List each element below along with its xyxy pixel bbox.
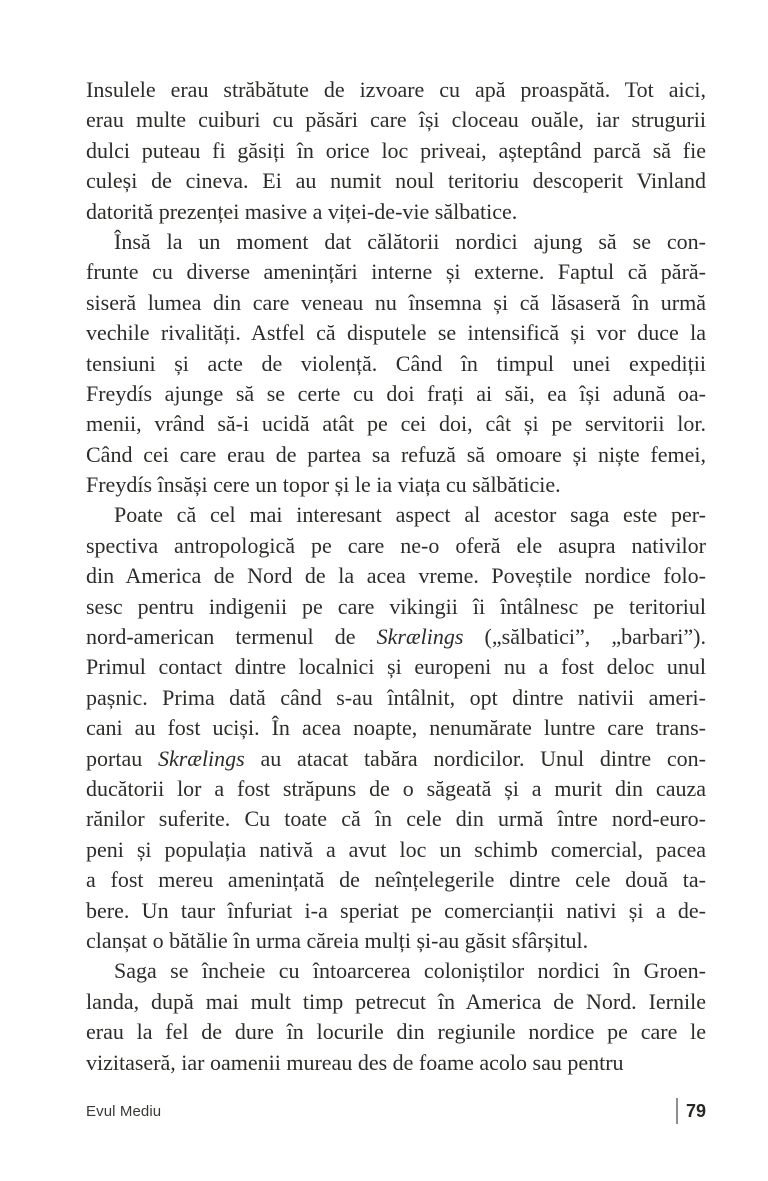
text-line: erau la fel de dure în locurile din regiunile nordice pe care le [86, 1019, 706, 1045]
text-line: frunte cu diverse amenințări interne și externe. Faptul că pără- [86, 259, 706, 285]
text-line: tensiuni și acte de violență. Când în timpul unei expediții [86, 350, 706, 376]
text-line: erau multe cuiburi cu păsări care își cloceau ouăle, iar strugurii [86, 107, 706, 133]
text-line: peni și populația nativă a avut loc un schimb comercial, pacea [86, 836, 706, 862]
text-line: sesc pentru indigenii pe care vikingii îi întâlnesc pe teritoriul [86, 593, 706, 619]
text-line: a fost mereu amenințată de neînțelegerile dintre cele două ta- [86, 867, 706, 893]
text-line: vizitaseră, iar oamenii mureau des de foame acolo sau pentru [86, 1049, 624, 1075]
running-footer-section-label: Evul Mediu [86, 1102, 162, 1120]
page-number-divider [676, 1098, 678, 1124]
text-line: bere. Un taur înfuriat i-a speriat pe comercianții nativi și a de- [86, 897, 706, 923]
body-text [86, 75, 706, 1078]
text-line: Freydís însăși cere un topor și le ia viața cu sălbăticie. [86, 472, 561, 498]
text-line: Însă la un moment dat călătorii nordici ajung să se con- [114, 228, 706, 254]
text-line: nord-american termenul de Skrælings („sălbatici”, „barbari”). [86, 624, 707, 650]
text-line: Insulele erau străbătute de izvoare cu apă proaspătă. Tot aici, [86, 77, 706, 102]
text-line: portau Skrælings au atacat tabăra nordicilor. Unul dintre con- [86, 745, 707, 771]
text-line: Primul contact dintre localnici și europeni nu a fost deloc unul [86, 654, 706, 680]
text-line: Saga se încheie cu întoarcerea coloniștilor nordici în Groen- [114, 958, 706, 984]
text-line: ducătorii lor a fost străpuns de o săgeată și a murit din cauza [86, 775, 706, 801]
text-line: datorită prezenței masive a viței-de-vie sălbatice. [86, 198, 518, 224]
text-line: clanșat o bătălie în urma căreia mulți și-au găsit sfârșitul. [86, 927, 589, 953]
text-line: culeși de cineva. Ei au numit noul teritoriu descoperit Vinland [86, 168, 706, 194]
text-line: Poate că cel mai interesant aspect al acestor saga este per- [114, 502, 706, 528]
text-line: spectiva antropologică pe care ne-o oferă ele asupra nativilor [86, 532, 706, 558]
text-line: Freydís ajunge să se certe cu doi frați ai săi, ea își adună oa- [86, 380, 706, 406]
text-line: rănilor suferite. Cu toate că în cele din urmă între nord-euro- [86, 806, 706, 832]
text-line: vechile rivalități. Astfel că disputele se intensifică și vor duce la [86, 320, 706, 346]
text-line: pașnic. Prima dată când s-au întâlnit, opt dintre nativii ameri- [86, 684, 706, 710]
text-line: menii, vrând să-i ucidă atât pe cei doi, cât și pe servitorii lor. [86, 411, 706, 437]
text-line: din America de Nord de la acea vreme. Poveștile nordice folo- [86, 563, 706, 589]
text-line: cani au fost uciși. În acea noapte, nenumărate luntre care trans- [86, 715, 706, 741]
page-number-group [676, 1098, 706, 1124]
text-line: Când cei care erau de partea sa refuză să omoare și niște femei, [86, 441, 706, 467]
text-line: dulci puteau fi găsiți în orice loc priveai, așteptând parcă să fie [86, 137, 706, 163]
page-number: 79 [685, 1100, 706, 1121]
page-footer [86, 1096, 706, 1126]
text-line: landa, după mai mult timp petrecut în America de Nord. Iernile [86, 988, 706, 1014]
text-line: siseră lumea din care veneau nu însemna și că lăsaseră în urmă [86, 289, 706, 315]
